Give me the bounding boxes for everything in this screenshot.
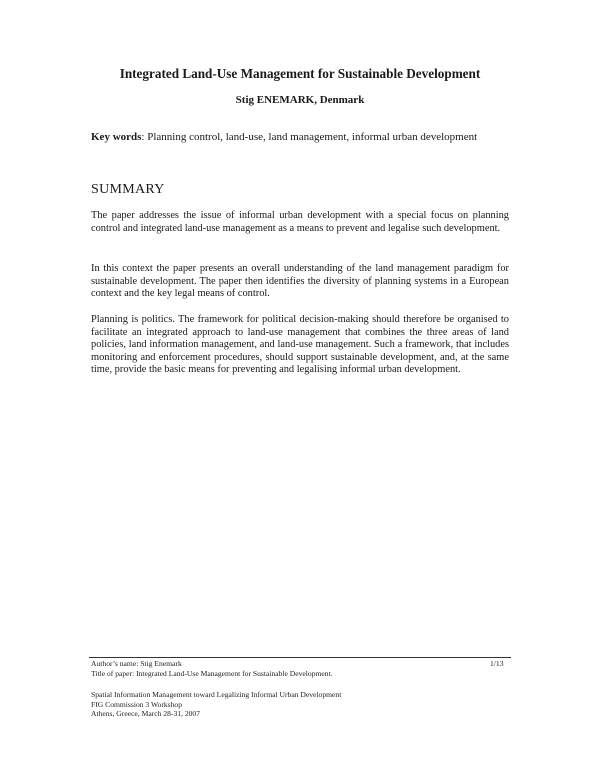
summary-paragraph-1: The paper addresses the issue of informal urban development with a special focus on planning control and integrated land-use management as a means to prevent and legalise such development. xyxy=(91,210,509,234)
footer-event-location: Athens, Greece, March 28-31, 2007 xyxy=(91,709,201,719)
footer-event-commission: FIG Commission 3 Workshop xyxy=(91,699,183,709)
summary-heading: SUMMARY xyxy=(91,182,165,197)
footer-event-info xyxy=(91,690,341,719)
footer-paper-info xyxy=(91,659,333,678)
keywords-line xyxy=(91,131,521,143)
page-number: 1/13 xyxy=(490,659,504,668)
paper-title: Integrated Land-Use Management for Sustainable Development xyxy=(119,66,481,81)
footer-event-title: Spatial Information Management toward Legalizing Informal Urban Development xyxy=(91,690,342,699)
keywords-text: : Planning control, land-use, land management, informal urban development xyxy=(141,131,478,143)
footer-author: Author’s name: Stig Enemark xyxy=(91,659,182,668)
summary-paragraph-3: Planning is politics. The framework for political decision-making should therefore be organised to facilitate an integrated approach to land-use management that combines the three areas of land policies, land information management, and land-use management. Such a framework, that includes monitoring and enforcement procedures, should support sustainable development, and, at the same time, provide the basic means for preventing and legalising informal urban development. xyxy=(91,314,509,376)
summary-paragraph-2: In this context the paper presents an overall understanding of the land management paradigm for sustainable development. The paper then identifies the diversity of planning systems in a European context and the key legal means of control. xyxy=(91,263,509,300)
footer-divider xyxy=(89,657,511,658)
footer-title: Title of paper: Integrated Land-Use Management for Sustainable Development. xyxy=(91,668,333,678)
paper-author: Stig ENEMARK, Denmark xyxy=(235,94,365,106)
keywords-label: Key words xyxy=(91,131,142,143)
